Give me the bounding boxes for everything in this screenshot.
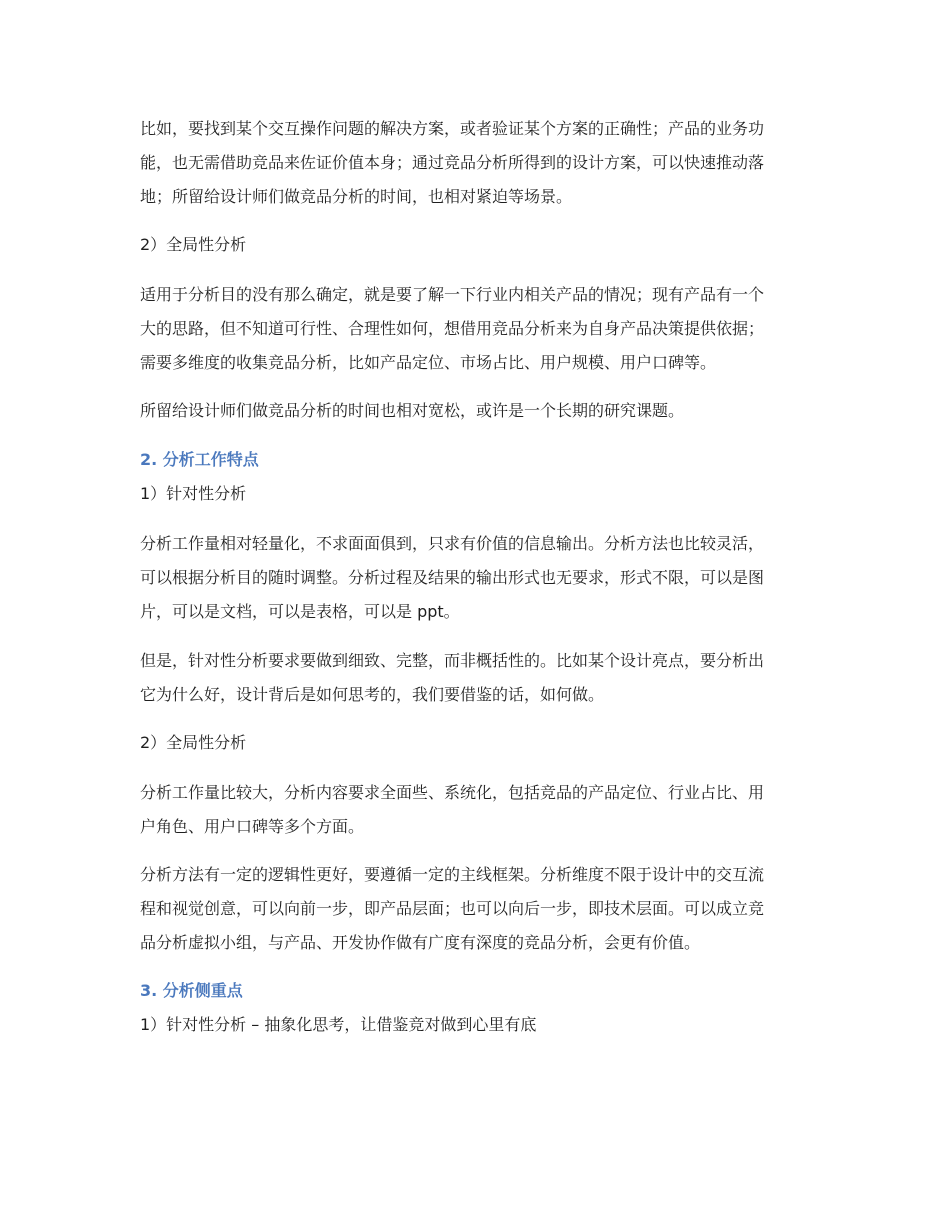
text-line: 户角色、用户口碑等多个方面。 — [140, 817, 365, 836]
paragraph-intro — [140, 112, 808, 214]
paragraph-targeted-workload — [140, 527, 808, 629]
paragraph-time-loose: 所留给设计师们做竞品分析的时间也相对宽松，或许是一个长期的研究课题。 — [140, 401, 685, 420]
section-heading-work-features: 2. 分析工作特点 — [140, 450, 259, 469]
paragraph-global-usage — [140, 278, 808, 380]
subheading-global-analysis: 2）全局性分析 — [140, 235, 247, 254]
text-line: 片，可以是文档，可以是表格，可以是 ppt。 — [140, 602, 460, 621]
text-line: 需要多维度的收集竞品分析，比如产品定位、市场占比、用户规模、用户口碑等。 — [140, 353, 717, 372]
text-line: 程和视觉创意，可以向前一步，即产品层面；也可以向后一步，即技术层面。可以成立竞 — [140, 899, 765, 918]
text-line: 比如，要找到某个交互操作问题的解决方案，或者验证某个方案的正确性；产品的业务功 — [140, 119, 765, 138]
text-line: 适用于分析目的没有那么确定，就是要了解一下行业内相关产品的情况；现有产品有一个 — [140, 285, 765, 304]
text-line: 分析方法有一定的逻辑性更好，要遵循一定的主线框架。分析维度不限于设计中的交互流 — [140, 865, 765, 884]
text-line: 地；所留给设计师们做竞品分析的时间，也相对紧迫等场景。 — [140, 187, 573, 206]
text-line: 大的思路，但不知道可行性、合理性如何，想借用竞品分析来为自身产品决策提供依据； — [140, 319, 765, 338]
text-line: 分析工作量相对轻量化，不求面面俱到，只求有价值的信息输出。分析方法也比较灵活， — [140, 534, 765, 553]
text-line: 能，也无需借助竞品来佐证价值本身；通过竞品分析所得到的设计方案，可以快速推动落 — [140, 153, 765, 172]
subheading-targeted-abstract: 1）针对性分析 – 抽象化思考，让借鉴竞对做到心里有底 — [140, 1015, 537, 1034]
text-line: 它为什么好，设计背后是如何思考的，我们要借鉴的话，如何做。 — [140, 685, 605, 704]
paragraph-global-workload — [140, 776, 808, 844]
paragraph-global-method — [140, 858, 808, 960]
paragraph-targeted-detail — [140, 644, 808, 712]
text-line: 分析工作量比较大，分析内容要求全面些、系统化，包括竞品的产品定位、行业占比、用 — [140, 783, 765, 802]
section-heading-focus: 3. 分析侧重点 — [140, 981, 243, 1000]
text-line: 但是，针对性分析要求要做到细致、完整，而非概括性的。比如某个设计亮点，要分析出 — [140, 651, 765, 670]
subheading-targeted-analysis: 1）针对性分析 — [140, 484, 247, 503]
text-line: 可以根据分析目的随时调整。分析过程及结果的输出形式也无要求，形式不限，可以是图 — [140, 568, 765, 587]
subheading-global-analysis: 2）全局性分析 — [140, 733, 247, 752]
text-line: 品分析虚拟小组，与产品、开发协作做有广度有深度的竞品分析，会更有价值。 — [140, 933, 701, 952]
